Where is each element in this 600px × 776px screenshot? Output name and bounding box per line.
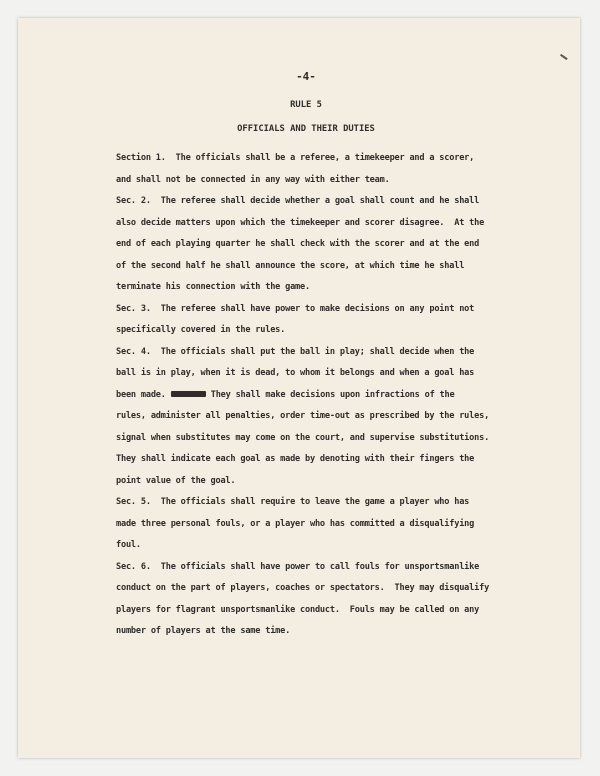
text-line: ball is in play, when it is dead, to whom it belongs and when a goal has (116, 368, 475, 378)
text-line: foul. (116, 540, 141, 550)
pencil-mark (560, 54, 567, 60)
rules-text (116, 148, 548, 643)
text-line: terminate his connection with the game. (116, 282, 310, 292)
text-line: of the second half he shall announce the score, at which time he shall (116, 260, 465, 271)
document-page (18, 18, 580, 758)
page-number: -4- (296, 70, 316, 83)
struck-out-word (171, 391, 206, 397)
text-line: conduct on the part of players, coaches or spectators. They may disqualify (116, 583, 490, 593)
text-line: specifically covered in the rules. (116, 325, 286, 335)
text-line: They shall indicate each goal as made by denoting with their fingers the (116, 454, 475, 464)
text-line: point value of the goal. (116, 475, 236, 486)
text-line: made three personal fouls, or a player who has committed a disqualifying (116, 518, 475, 529)
text-line: Section 1. The officials shall be a referee, a timekeeper and a scorer, (116, 153, 475, 163)
text-line: signal when substitutes may come on the court, and supervise substitutions. (116, 432, 490, 443)
text-segment: They shall make decisions upon infractions of the (210, 389, 455, 400)
text-line: Sec. 3. The referee shall have power to make decisions on any point not (116, 303, 475, 314)
text-line-with-strikeout (116, 385, 548, 407)
text-line: Sec. 2. The referee shall decide whether a goal shall count and he shall (116, 196, 480, 206)
text-line: Sec. 5. The officials shall require to leave the game a player who has (116, 497, 470, 507)
text-line: Sec. 6. The officials shall have power to call fouls for unsportsmanlike (116, 561, 480, 572)
text-line: end of each playing quarter he shall check with the scorer and at the end (116, 239, 480, 249)
text-segment: been made. (116, 389, 166, 400)
text-line: and shall not be connected in any way with either team. (116, 174, 390, 185)
rule-title: RULE 5 (290, 100, 322, 110)
text-line: Sec. 4. The officials shall put the ball in play; shall decide when the (116, 346, 475, 357)
text-line: number of players at the same time. (116, 626, 291, 636)
section-heading: OFFICIALS AND THEIR DUTIES (237, 124, 375, 134)
text-line: rules, administer all penalties, order time-out as prescribed by the rules, (116, 411, 490, 421)
text-line: also decide matters upon which the timekeeper and scorer disagree. At the (116, 217, 485, 228)
text-line: players for flagrant unsportsmanlike conduct. Fouls may be called on any (116, 604, 480, 615)
